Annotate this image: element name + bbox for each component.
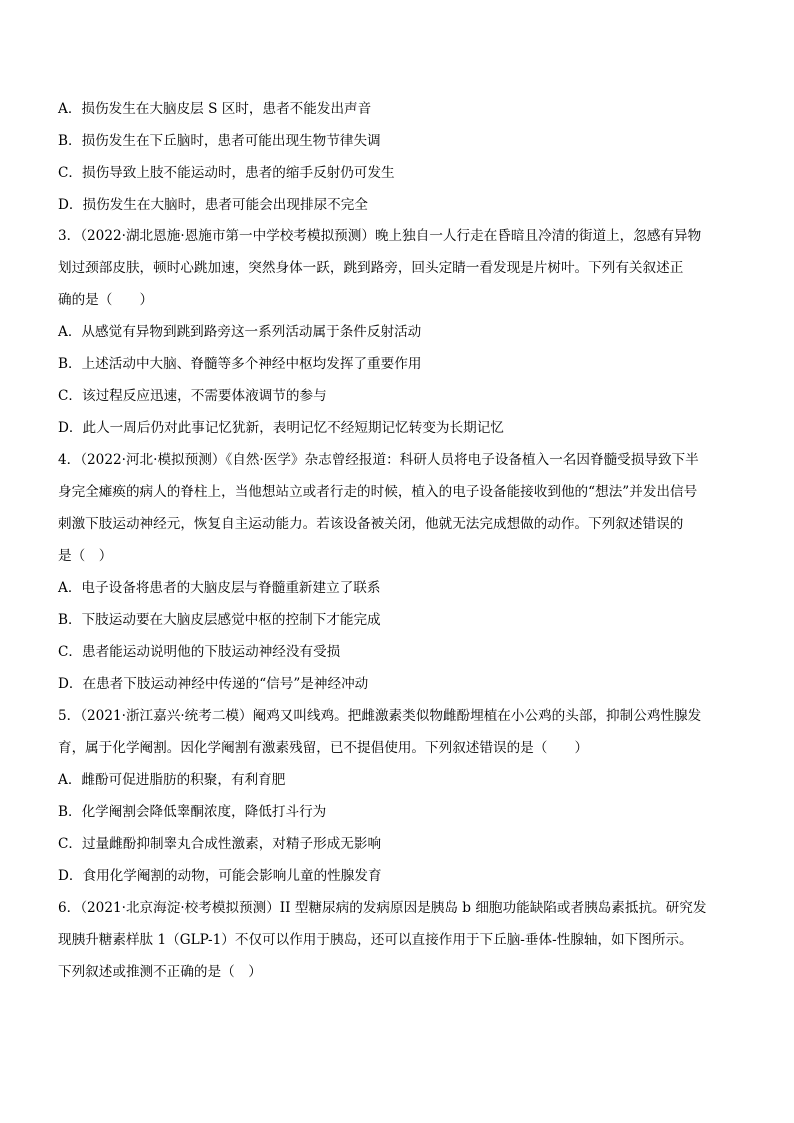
q4-stem-line: 4．（2022·河北·模拟预测）《自然·医学》杂志曾经报道：科研人员将电子设备植入一名因脊髓受损导致下半 (58, 452, 699, 468)
q2-option-d: D．损伤发生在大脑时，患者可能会出现排尿不完全 (58, 197, 368, 213)
q3-option-c: C．该过程反应迅速，不需要体液调节的参与 (58, 388, 327, 404)
q3-stem-line: 划过颈部皮肤，顿时心跳加速，突然身体一跃，跳到路旁，回头定睛一看发现是片树叶。下列有关叙述正 (58, 260, 684, 276)
q6-stem-line: 6．（2021·北京海淀·校考模拟预测）II 型糖尿病的发病原因是胰岛 b 细胞功能缺陷或者胰岛素抵抗。研究发 (58, 900, 707, 916)
q6-stem-line: 现胰升糖素样肽 1（GLP-1）不仅可以作用于胰岛，还可以直接作用于下丘脑-垂体-性腺轴，如下图所示。 (58, 932, 693, 948)
q3-option-d: D．此人一周后仍对此事记忆犹新，表明记忆不经短期记忆转变为长期记忆 (58, 420, 504, 436)
q3-option-b: B．上述活动中大脑、脊髓等多个神经中枢均发挥了重要作用 (58, 356, 422, 372)
q2-option-a: A．损伤发生在大脑皮层 S 区时，患者不能发出声音 (58, 101, 372, 117)
q5-stem-line: 育，属于化学阉割。因化学阉割有激素残留，已不提倡使用。下列叙述错误的是（ ） (58, 740, 589, 756)
q4-option-c: C．患者能运动说明他的下肢运动神经没有受损 (58, 644, 341, 660)
q2-option-c: C．损伤导致上肢不能运动时，患者的缩手反射仍可发生 (58, 165, 395, 181)
q3-option-a: A．从感觉有异物到跳到路旁这一系列活动属于条件反射活动 (58, 324, 422, 340)
q4-option-d: D．在患者下肢运动神经中传递的“信号”是神经冲动 (58, 676, 369, 692)
q4-option-a: A．电子设备将患者的大脑皮层与脊髓重新建立了联系 (58, 580, 381, 596)
q4-option-b: B．下肢运动要在大脑皮层感觉中枢的控制下才能完成 (58, 612, 381, 628)
q4-stem-line: 刺激下肢运动神经元，恢复自主运动能力。若该设备被关闭，他就无法完成想做的动作。下列叙述错误的 (58, 516, 684, 532)
q3-stem-line: 确的是（ ） (58, 292, 154, 308)
q3-stem-line: 3．（2022·湖北恩施·恩施市第一中学校考模拟预测）晚上独自一人行走在昏暗且冷清的街道上，忽感有异物 (58, 228, 702, 244)
q5-stem-line: 5．（2021·浙江嘉兴·统考二模）阉鸡又叫线鸡。把雌激素类似物雌酚埋植在小公鸡的头部，抑制公鸡性腺发 (58, 708, 702, 724)
q5-option-d: D．食用化学阉割的动物，可能会影响儿童的性腺发育 (58, 868, 382, 884)
q5-option-c: C．过量雌酚抑制睾丸合成性激素，对精子形成无影响 (58, 836, 382, 852)
q2-option-b: B．损伤发生在下丘脑时，患者可能出现生物节律失调 (58, 133, 381, 149)
q5-option-a: A．雌酚可促进脂肪的积聚，有利育肥 (58, 772, 286, 788)
q5-option-b: B．化学阉割会降低睾酮浓度，降低打斗行为 (58, 804, 327, 820)
q4-stem-line: 身完全瘫痪的病人的脊柱上，当他想站立或者行走的时候，植入的电子设备能接收到他的“想法”并发出信号 (58, 484, 698, 500)
q6-stem-line: 下列叙述或推测不正确的是（ ） (58, 964, 262, 980)
q4-stem-line: 是（ ） (58, 548, 113, 564)
